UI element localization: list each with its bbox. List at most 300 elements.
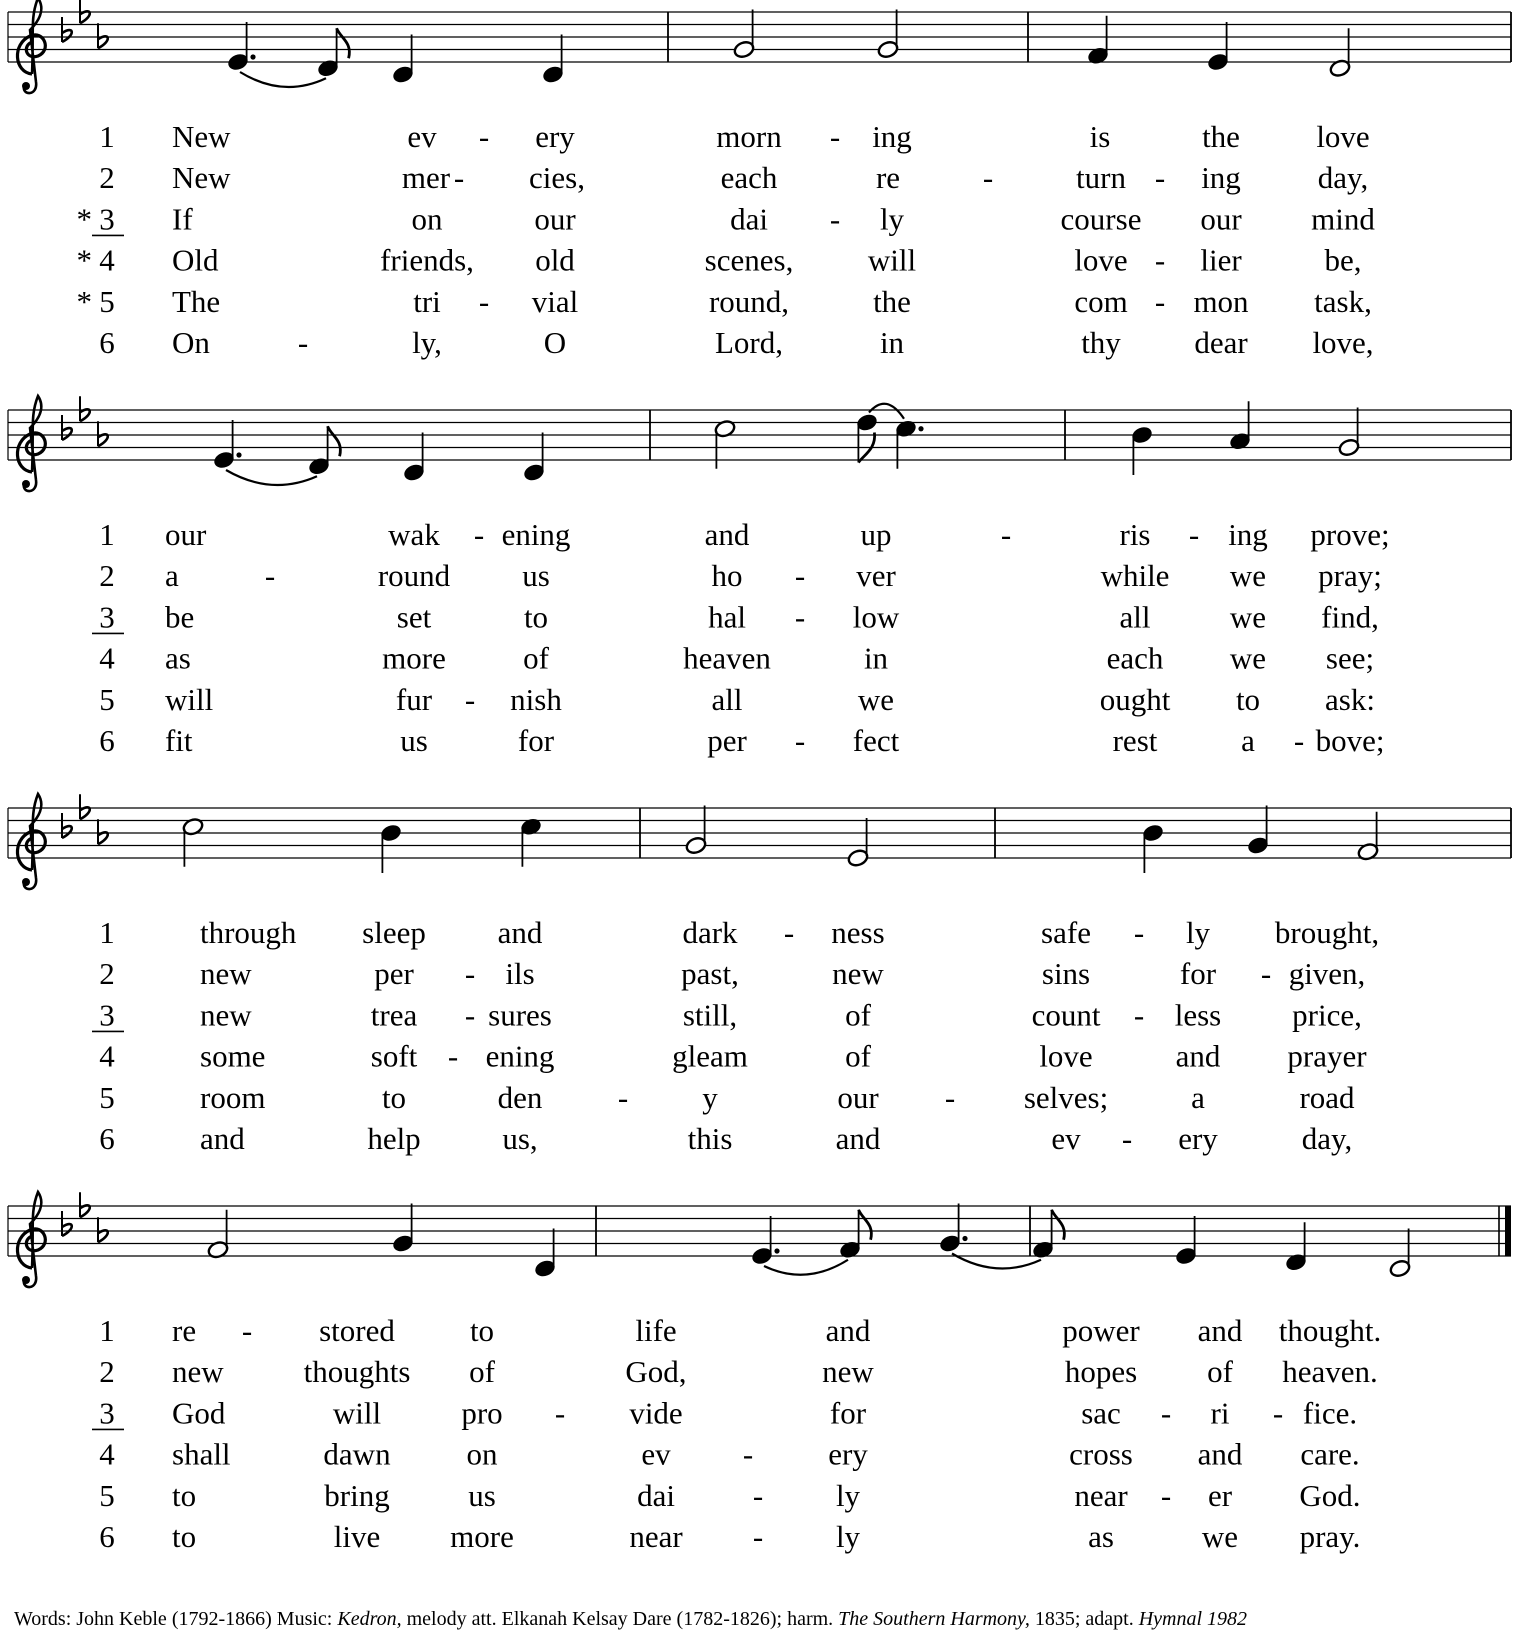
lyrics	[92, 1313, 1381, 1554]
note	[380, 823, 403, 873]
hyphen: -	[464, 956, 476, 992]
syllable: dark	[682, 915, 738, 950]
verse-line	[99, 1080, 1355, 1115]
syllable: ening	[501, 517, 571, 552]
hyphen: -	[829, 201, 841, 237]
hyphen: -	[1133, 997, 1145, 1033]
final-barline	[1505, 1206, 1511, 1256]
syllable: turn	[1076, 160, 1126, 196]
syllable: live	[333, 1519, 381, 1554]
lyrics	[92, 517, 1390, 758]
lyrics	[92, 915, 1379, 1156]
syllable: and	[200, 1121, 245, 1156]
note	[895, 419, 924, 469]
hyphen: -	[241, 1313, 253, 1348]
syllable: new	[200, 997, 252, 1033]
hyphen: -	[1121, 1121, 1133, 1156]
verse-number: 4	[99, 242, 115, 278]
hyphen: -	[982, 160, 994, 196]
verse-number: 6	[99, 325, 115, 360]
syllable: us	[522, 558, 550, 594]
slur	[226, 470, 317, 485]
syllable: pray;	[1318, 558, 1382, 594]
syllable: thy	[1081, 325, 1121, 360]
syllable: dawn	[323, 1436, 391, 1472]
syllable: thought.	[1278, 1313, 1382, 1348]
syllable: near	[1074, 1477, 1128, 1513]
syllable: and	[1197, 1436, 1243, 1472]
syllable: each	[1106, 640, 1164, 676]
syllable: ery	[828, 1436, 868, 1472]
verse-number: 1	[99, 915, 115, 950]
note	[1329, 28, 1352, 78]
syllable: scenes,	[704, 242, 794, 278]
credits-line	[14, 1608, 1247, 1631]
syllable: and	[704, 517, 750, 552]
measure	[1142, 806, 1380, 874]
syllable: round,	[708, 283, 790, 319]
syllable: gleam	[672, 1038, 748, 1074]
system-1	[8, 0, 1511, 360]
syllable: still,	[682, 997, 738, 1033]
hyphen: -	[794, 558, 806, 594]
syllable: Old	[172, 242, 219, 278]
verse-line	[92, 599, 1379, 634]
lyrics	[77, 119, 1376, 360]
syllable: love	[1074, 242, 1128, 278]
hyphen: -	[944, 1079, 956, 1115]
syllable: sac	[1081, 1395, 1121, 1431]
note	[839, 1210, 872, 1260]
syllable: hal	[708, 599, 746, 635]
syllable: for	[829, 1395, 867, 1431]
syllable: O	[543, 325, 567, 360]
syllable: ev	[641, 1436, 671, 1472]
verse-line	[99, 1039, 1367, 1074]
verse-line	[99, 558, 1382, 593]
syllable: ening	[485, 1038, 555, 1074]
key-signature-flats-icon	[62, 396, 108, 446]
verse-number: 3	[99, 599, 115, 635]
syllable: set	[396, 599, 432, 635]
note	[227, 22, 256, 72]
syllable: Lord,	[714, 325, 784, 360]
hyphen: -	[453, 160, 465, 196]
syllable: given,	[1288, 956, 1366, 992]
syllable: God,	[625, 1354, 687, 1390]
note	[1357, 812, 1380, 862]
credits-source: The Southern Harmony,	[838, 1608, 1030, 1630]
hyphen: -	[1272, 1395, 1284, 1431]
syllable: price,	[1292, 997, 1362, 1033]
verse-number: 2	[99, 160, 115, 196]
syllable: new	[822, 1354, 874, 1390]
syllable: power	[1062, 1313, 1140, 1348]
hyphen: -	[1293, 723, 1305, 758]
syllable: and	[825, 1313, 871, 1348]
syllable: ev	[407, 119, 437, 154]
hyphen: -	[1154, 242, 1166, 278]
syllable: mind	[1311, 201, 1375, 237]
verse-line	[99, 119, 1369, 154]
syllable: ness	[831, 915, 885, 950]
note	[939, 1204, 968, 1254]
note	[1338, 408, 1361, 458]
verse-line	[99, 1519, 1360, 1554]
syllable: to	[172, 1477, 197, 1513]
note	[1142, 823, 1165, 873]
note	[1087, 16, 1110, 66]
syllable: all	[1119, 599, 1151, 635]
syllable: On	[172, 325, 210, 360]
syllable: be	[165, 599, 195, 635]
syllable: be,	[1324, 242, 1362, 278]
note	[714, 419, 737, 469]
syllable: fur	[395, 681, 433, 717]
measure	[227, 22, 565, 87]
hyphen: -	[794, 723, 806, 758]
hyphen: -	[617, 1079, 629, 1115]
syllable: will	[165, 681, 214, 717]
syllable: to	[469, 1313, 495, 1348]
verse-line	[99, 1478, 1360, 1513]
verse-line	[77, 284, 1372, 319]
syllable: pray.	[1299, 1519, 1361, 1554]
verse-line	[99, 1354, 1378, 1389]
syllable: a	[1191, 1079, 1205, 1115]
syllable: If	[172, 201, 193, 237]
syllable: dear	[1194, 325, 1248, 360]
syllable: ri	[1210, 1395, 1230, 1431]
syllable: love	[1316, 119, 1370, 154]
syllable: near	[629, 1519, 683, 1554]
verse-number: 6	[99, 1519, 115, 1554]
syllable: of	[1207, 1354, 1233, 1390]
note	[542, 35, 565, 85]
syllable: stored	[319, 1313, 395, 1348]
syllable: this	[687, 1121, 733, 1156]
syllable: New	[172, 119, 231, 154]
syllable: wak	[388, 517, 440, 552]
note	[520, 817, 543, 867]
syllable: New	[172, 160, 231, 196]
hyphen: -	[829, 119, 841, 154]
syllable: care.	[1300, 1436, 1360, 1472]
syllable: our	[837, 1079, 879, 1115]
verse-line	[99, 160, 1368, 195]
verse-number: 5	[99, 1477, 115, 1513]
note	[523, 433, 546, 483]
note	[847, 818, 870, 868]
syllable: The	[172, 283, 221, 319]
syllable: bring	[324, 1477, 390, 1513]
syllable: us	[468, 1477, 496, 1513]
measure	[714, 404, 924, 469]
system-4	[8, 1192, 1511, 1554]
verse-line	[92, 997, 1362, 1032]
syllable: sins	[1041, 956, 1091, 992]
syllable: love,	[1312, 325, 1374, 360]
syllable: road	[1299, 1079, 1355, 1115]
syllable: ho	[711, 558, 743, 594]
syllable: y	[702, 1079, 718, 1115]
syllable: cross	[1069, 1436, 1133, 1472]
note	[856, 413, 879, 463]
syllable: tri	[413, 283, 441, 319]
syllable: ver	[856, 558, 896, 594]
syllable: sures	[488, 997, 552, 1033]
syllable: ev	[1051, 1121, 1081, 1156]
syllable: of	[469, 1354, 495, 1390]
syllable: up	[860, 517, 892, 552]
syllable: new	[832, 956, 884, 992]
syllable: all	[711, 681, 743, 717]
measure	[207, 1204, 557, 1279]
syllable: and	[835, 1121, 881, 1156]
syllable: per	[374, 956, 414, 992]
verse-line	[99, 641, 1374, 676]
note	[392, 35, 415, 85]
verse-asterisk: *	[76, 242, 92, 278]
measure	[1175, 1216, 1412, 1278]
syllable: round	[377, 558, 451, 594]
staff	[8, 808, 1511, 858]
syllable: course	[1060, 201, 1142, 237]
verse-line	[99, 325, 1373, 360]
verse-number: 4	[99, 1038, 115, 1074]
syllable: thoughts	[303, 1354, 411, 1390]
syllable: God	[172, 1395, 226, 1431]
syllable: of	[523, 640, 549, 676]
syllable: the	[873, 283, 911, 319]
hyphen: -	[464, 681, 476, 717]
syllable: ly	[879, 201, 905, 237]
syllable: on	[466, 1436, 498, 1472]
measure	[733, 10, 900, 60]
hyphen: -	[478, 283, 490, 319]
slur	[240, 72, 326, 87]
syllable: pro	[461, 1395, 503, 1431]
hyphen: -	[752, 1519, 764, 1554]
system-3	[8, 794, 1511, 1156]
verse-number: 6	[99, 1121, 115, 1156]
syllable: on	[411, 201, 443, 237]
note	[308, 426, 341, 476]
verse-line	[99, 517, 1389, 552]
syllable: fice.	[1302, 1395, 1358, 1431]
syllable: re	[875, 160, 901, 196]
syllable: day,	[1317, 160, 1369, 196]
verse-line	[77, 201, 1376, 236]
syllable: our	[1200, 201, 1242, 237]
syllable: brought,	[1274, 915, 1380, 950]
syllable: fect	[852, 723, 900, 758]
syllable: for	[517, 723, 555, 758]
credits-tune: Kedron,	[337, 1608, 402, 1630]
verse-number: 3	[99, 997, 115, 1033]
syllable: we	[1229, 640, 1267, 676]
syllable: as	[165, 640, 191, 676]
syllable: us	[400, 723, 428, 758]
syllable: day,	[1301, 1121, 1353, 1156]
note	[392, 1204, 415, 1254]
credits-year: 1835; adapt.	[1034, 1608, 1134, 1630]
syllable: and	[1175, 1038, 1221, 1074]
hyphen: -	[1133, 915, 1145, 950]
verse-number: 1	[99, 119, 115, 154]
syllable: through	[200, 915, 297, 950]
syllable: den	[497, 1079, 543, 1115]
syllable: bove;	[1315, 723, 1385, 758]
note	[1032, 1210, 1065, 1260]
syllable: mon	[1193, 283, 1249, 319]
measure	[213, 420, 546, 485]
verse-line	[99, 723, 1384, 758]
syllable: low	[852, 599, 900, 635]
syllable: love	[1039, 1038, 1093, 1074]
credits-hymnal: Hymnal 1982	[1138, 1608, 1248, 1630]
verse-number: 4	[99, 1436, 115, 1472]
syllable: some	[200, 1038, 266, 1074]
syllable: us,	[502, 1121, 538, 1156]
syllable: God.	[1299, 1477, 1361, 1513]
verse-line	[99, 1313, 1381, 1348]
verse-number: 5	[99, 1079, 115, 1115]
verse-asterisk: *	[76, 201, 92, 237]
syllable: re	[172, 1313, 197, 1348]
syllable: as	[1088, 1519, 1114, 1554]
syllable: fit	[165, 723, 193, 758]
syllable: dai	[637, 1477, 675, 1513]
syllable: help	[367, 1121, 421, 1156]
staff	[8, 1206, 1511, 1256]
verse-line	[92, 1395, 1357, 1430]
syllable: while	[1100, 558, 1170, 594]
syllable: ly,	[412, 325, 442, 360]
note	[403, 433, 426, 483]
hyphen: -	[1160, 1395, 1172, 1431]
note	[1389, 1229, 1412, 1279]
hyphen: -	[752, 1477, 764, 1513]
syllable: will	[332, 1395, 382, 1431]
verse-line	[99, 915, 1379, 950]
syllable: we	[1229, 599, 1267, 635]
hyphen: -	[742, 1436, 754, 1472]
key-signature-flats-icon	[62, 794, 108, 844]
verse-number: 4	[99, 640, 115, 676]
syllable: past,	[681, 956, 739, 992]
syllable: for	[1179, 956, 1217, 992]
note	[1131, 425, 1154, 475]
syllable: com	[1074, 283, 1128, 319]
syllable: more	[450, 1519, 514, 1554]
syllable: the	[1202, 119, 1240, 154]
syllable: ris	[1119, 517, 1151, 552]
hyphen: -	[473, 517, 485, 552]
syllable: a	[165, 558, 179, 594]
syllable: more	[382, 640, 446, 676]
syllable: heaven.	[1282, 1354, 1378, 1390]
note	[1229, 401, 1252, 451]
syllable: old	[535, 242, 575, 278]
verse-number: 2	[99, 956, 115, 992]
syllable: new	[172, 1354, 224, 1390]
syllable: task,	[1314, 283, 1372, 319]
note	[751, 1216, 780, 1266]
note	[1207, 22, 1230, 72]
syllable: we	[1201, 1519, 1239, 1554]
slur	[764, 1260, 848, 1275]
syllable: less	[1174, 997, 1222, 1033]
syllable: prayer	[1287, 1038, 1367, 1074]
syllable: ly	[835, 1519, 861, 1554]
syllable: to	[523, 599, 549, 635]
hyphen: -	[554, 1395, 566, 1431]
syllable: life	[635, 1313, 677, 1348]
syllable: we	[1229, 558, 1267, 594]
syllable: ing	[1201, 160, 1241, 196]
system-2	[8, 396, 1511, 758]
verse-line	[99, 1437, 1359, 1472]
hyphen: -	[1000, 517, 1012, 552]
measure	[1087, 16, 1352, 78]
syllable: er	[1207, 1477, 1233, 1513]
syllable: to	[381, 1079, 407, 1115]
syllable: friends,	[380, 242, 474, 278]
note	[182, 817, 205, 867]
syllable: vide	[629, 1395, 683, 1431]
verse-number: 5	[99, 681, 115, 717]
syllable: see;	[1325, 640, 1375, 676]
syllable: we	[857, 681, 895, 717]
syllable: morn	[716, 119, 782, 154]
syllable: of	[845, 997, 871, 1033]
verse-line	[99, 682, 1375, 717]
verse-number: 1	[99, 1313, 115, 1348]
syllable: new	[200, 956, 252, 992]
note	[207, 1210, 230, 1260]
syllable: ing	[872, 119, 912, 154]
hyphen: -	[478, 119, 490, 154]
hyphen: -	[1160, 1477, 1172, 1513]
credits-melody: melody att. Elkanah Kelsay Dare (1782-1826); harm.	[406, 1608, 834, 1630]
verse-asterisk: *	[76, 283, 92, 319]
note	[1247, 806, 1270, 856]
syllable: sleep	[362, 915, 426, 950]
syllable: rest	[1112, 723, 1158, 758]
hyphen: -	[1154, 283, 1166, 319]
credits-words: Words: John Keble (1792-1866)	[14, 1608, 272, 1630]
syllable: and	[1197, 1313, 1243, 1348]
hyphen: -	[1154, 160, 1166, 196]
syllable: to	[1235, 681, 1261, 717]
syllable: ly	[1185, 915, 1211, 950]
note	[733, 10, 756, 60]
hyphen: -	[1188, 517, 1200, 552]
syllable: to	[172, 1519, 197, 1554]
hyphen: -	[447, 1038, 459, 1074]
syllable: safe	[1041, 915, 1091, 950]
syllable: shall	[172, 1436, 231, 1472]
key-signature-flats-icon	[62, 1192, 108, 1242]
syllable: ery	[1178, 1121, 1218, 1156]
verse-line	[99, 1121, 1352, 1156]
syllable: ought	[1099, 681, 1171, 717]
syllable: a	[1241, 723, 1255, 758]
syllable: mer	[401, 160, 451, 196]
verse-number: 3	[99, 201, 115, 237]
syllable: room	[200, 1079, 266, 1115]
